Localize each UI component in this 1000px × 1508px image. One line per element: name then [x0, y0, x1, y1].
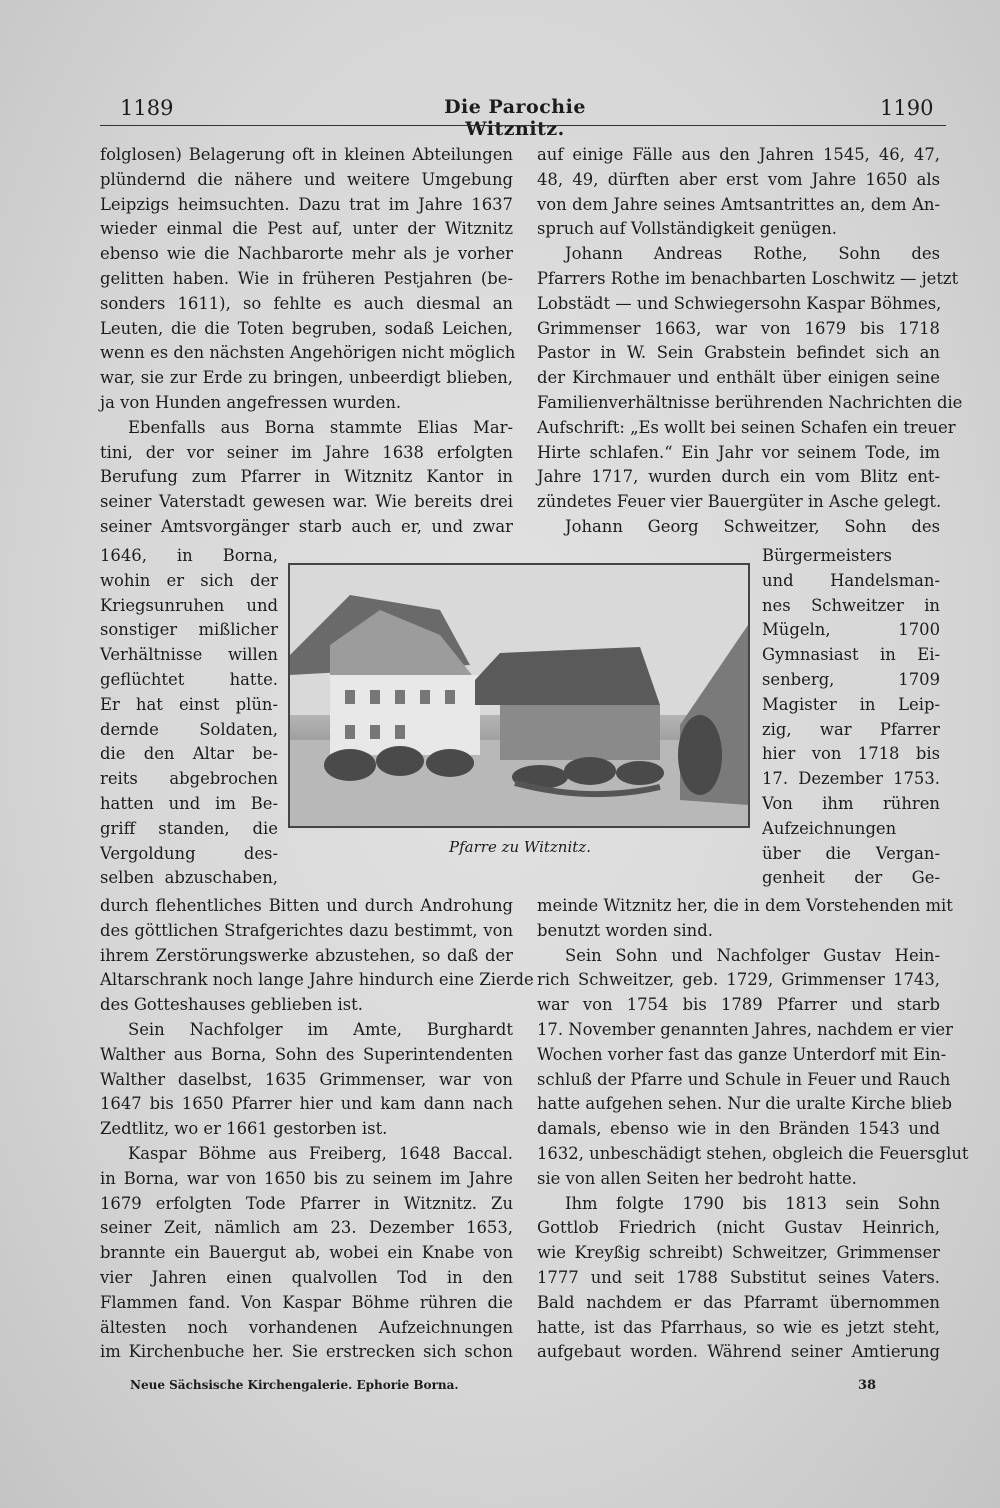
text-line: Pfarrers Rothe im benachbarten Loschwitz — jetzt [537, 268, 959, 288]
text-line: Bald nachdem er das Pfarramt übernommen [537, 1292, 940, 1312]
footer-signature: 38 [858, 1378, 877, 1393]
text-line: benutzt worden sind. [537, 920, 713, 940]
text-line: geflüchtet hatte. [100, 669, 278, 689]
text-line: nes Schweitzer in [762, 595, 940, 615]
text-line: Johann Georg Schweitzer, Sohn des [565, 516, 940, 536]
text-line: wohin er sich der [100, 570, 278, 590]
text-line: der Kirchmauer und enthält über einigen seine [537, 368, 940, 388]
text-line: 1679 erfolgten Tode Pfarrer in Witznitz. Zu [100, 1193, 513, 1213]
text-line: Aufschrift: „Es wollt bei seinen Schafen ein treuer [537, 417, 956, 437]
text-line: sie von allen Seiten her bedroht hatte. [537, 1168, 857, 1188]
text-line: 1646, in Borna, [100, 546, 278, 565]
text-line: Sein Sohn und Nachfolger Gustav Hein- [565, 945, 940, 965]
text-line: die den Altar be- [100, 744, 278, 764]
text-line: Wochen vorher fast das ganze Unterdorf mit Ein- [537, 1044, 947, 1064]
header-rule [100, 125, 946, 126]
text-line: genheit der Ge- [762, 868, 940, 888]
text-line: Walther daselbst, 1635 Grimmenser, war von [100, 1069, 513, 1089]
text-line: aufgebaut worden. Während seiner Amtierung [537, 1342, 940, 1362]
left-column-narrow [100, 544, 278, 891]
figure-caption: Pfarre zu Witznitz. [449, 838, 591, 856]
text-line: Zedtlitz, wo er 1661 gestorben ist. [100, 1119, 388, 1139]
text-line: Gottlob Friedrich (nicht Gustav Heinrich, [537, 1218, 940, 1238]
text-line: senberg, 1709 [762, 669, 940, 689]
text-line: seiner Vaterstadt gewesen war. Wie bereits drei [100, 492, 513, 512]
text-line: ja von Hunden angefressen wurden. [100, 392, 402, 412]
text-line: über die Vergan- [762, 843, 940, 863]
text-line: meinde Witznitz her, die in dem Vorstehenden mit [537, 896, 953, 915]
text-line: Jahre 1717, wurden durch ein vom Blitz ent- [537, 467, 940, 487]
text-line: Leipzigs heimsuchten. Dazu trat im Jahre 1637 [100, 194, 513, 214]
photo-parsonage [288, 563, 750, 828]
footer-series: Neue Sächsische Kirchengalerie. Ephorie Borna. [130, 1378, 459, 1392]
text-line: seiner Amtsvorgänger starb auch er, und zwar [100, 516, 513, 536]
text-line: Ebenfalls aus Borna stammte Elias Mar- [128, 417, 513, 437]
text-line: Von ihm rühren [762, 793, 940, 813]
left-column-top [100, 143, 516, 540]
right-column-narrow [762, 544, 940, 891]
text-line: Hirte schlafen.“ Ein Jahr vor seinem Tode, im [537, 442, 940, 462]
text-line: zig, war Pfarrer [762, 719, 940, 739]
text-line: Pastor in W. Sein Grabstein befindet sich an [537, 343, 940, 363]
text-line: war von 1754 bis 1789 Pfarrer und starb [537, 995, 940, 1015]
text-line: dernde Soldaten, [100, 719, 278, 739]
text-line: gelitten haben. Wie in früheren Pestjahren (be- [100, 268, 513, 288]
text-line: 48, 49, dürften aber erst vom Jahre 1650 als [537, 169, 940, 189]
text-line: Familienverhältnisse berührenden Nachrichten die [537, 392, 963, 412]
text-line: Gymnasiast in Ei- [762, 645, 940, 665]
text-line: auf einige Fälle aus den Jahren 1545, 46, 47, [537, 145, 940, 164]
text-line: war, sie zur Erde zu bringen, unbeerdigt blieben, [100, 368, 513, 388]
text-line: Altarschrank noch lange Jahre hindurch eine Zierde [100, 970, 534, 990]
text-line: ältesten noch vorhandenen Aufzeichnungen [100, 1317, 513, 1337]
text-line: sonders 1611), so fehlte es auch diesmal an [100, 293, 513, 313]
text-line: Kriegsunruhen und [100, 595, 278, 615]
left-column-bottom [100, 894, 534, 1365]
text-line: wenn es den nächsten Angehörigen nicht möglich [100, 343, 516, 363]
text-line: hatte, ist das Pfarrhaus, so wie es jetzt steht, [537, 1317, 940, 1337]
page-number-left: 1189 [120, 96, 174, 120]
text-line: durch flehentliches Bitten und durch Androhung [100, 896, 513, 915]
text-line: 17. November genannten Jahres, nachdem er vier [537, 1019, 953, 1039]
text-line: Bürgermeisters [762, 546, 892, 565]
text-line: seiner Zeit, nämlich am 23. Dezember 1653, [100, 1218, 513, 1238]
text-line: Mügeln, 1700 [762, 620, 940, 640]
text-line: plündernd die nähere und weitere Umgebung [100, 169, 513, 189]
text-line: wie Kreyßig schreibt) Schweitzer, Grimmenser [537, 1243, 940, 1263]
text-line: von dem Jahre seines Amtsantrittes an, dem An- [537, 194, 940, 214]
text-line: sonstiger mißlicher [100, 620, 278, 640]
running-title: Die Parochie Witznitz. [444, 96, 586, 140]
text-line: 1777 und seit 1788 Substitut seines Vaters. [537, 1267, 940, 1287]
text-line: hatte aufgehen sehen. Nur die uralte Kirche blieb [537, 1094, 952, 1114]
text-line: 1647 bis 1650 Pfarrer hier und kam dann nach [100, 1094, 513, 1114]
text-line: Johann Andreas Rothe, Sohn des [565, 244, 940, 264]
text-line: 1632, unbeschädigt stehen, obgleich die Feuersglut [537, 1143, 969, 1163]
text-line: Flammen fand. Von Kaspar Böhme rühren die [100, 1292, 513, 1312]
text-line: damals, ebenso wie in den Bränden 1543 und [537, 1119, 940, 1139]
text-line: Ihm folgte 1790 bis 1813 sein Sohn [565, 1193, 940, 1213]
text-line: wieder einmal die Pest auf, unter der Witznitz [100, 219, 513, 239]
photo-illustration [290, 565, 748, 826]
text-line: spruch auf Vollständigkeit genügen. [537, 219, 838, 239]
text-line: Er hat einst plün- [100, 694, 278, 714]
text-line: Verhältnisse willen [100, 645, 278, 665]
text-line: des Gotteshauses geblieben ist. [100, 995, 363, 1015]
text-line: rich Schweitzer, geb. 1729, Grimmenser 1743, [537, 970, 940, 990]
text-line: Sein Nachfolger im Amte, Burghardt [128, 1019, 513, 1039]
text-line: Lobstädt — und Schwiegersohn Kaspar Böhmes, [537, 293, 942, 313]
text-line: hatten und im Be- [100, 793, 278, 813]
text-line: des göttlichen Strafgerichtes dazu bestimmt, von [100, 920, 513, 940]
text-line: schluß der Pfarre und Schule in Feuer und Rauch [537, 1069, 951, 1089]
text-line: im Kirchenbuche her. Sie erstrecken sich schon [100, 1342, 513, 1362]
text-line: folglosen) Belagerung oft in kleinen Abteilungen [100, 145, 513, 164]
right-column-top [537, 143, 963, 540]
text-line: Walther aus Borna, Sohn des Superintendenten [100, 1044, 513, 1064]
text-line: in Borna, war von 1650 bis zu seinem im Jahre [100, 1168, 513, 1188]
text-line: selben abzuschaben, [100, 868, 278, 888]
text-line: und Handelsman- [762, 570, 940, 590]
text-line: zündetes Feuer vier Bauergüter in Asche gelegt. [537, 492, 942, 512]
text-line: griff standen, die [100, 818, 278, 838]
text-line: Aufzeichnungen [762, 818, 897, 838]
text-line: Vergoldung des- [100, 843, 278, 863]
text-line: Kaspar Böhme aus Freiberg, 1648 Baccal. [128, 1143, 513, 1163]
text-line: Magister in Leip- [762, 694, 940, 714]
text-line: brannte ein Bauergut ab, wobei ein Knabe von [100, 1243, 513, 1263]
text-line: ihrem Zerstörungswerke abzustehen, so daß der [100, 945, 513, 965]
page-number-right: 1190 [880, 96, 934, 120]
text-line: vier Jahren einen qualvollen Tod in den [100, 1267, 513, 1287]
right-column-bottom [537, 894, 969, 1365]
text-line: ebenso wie die Nachbarorte mehr als je vorher [100, 244, 513, 264]
text-line: Leuten, die die Toten begruben, sodaß Leichen, [100, 318, 513, 338]
text-line: hier von 1718 bis [762, 744, 940, 764]
text-line: Grimmenser 1663, war von 1679 bis 1718 [537, 318, 940, 338]
text-line: tini, der vor seiner im Jahre 1638 erfolgten [100, 442, 513, 462]
text-line: 17. Dezember 1753. [762, 769, 940, 789]
text-line: reits abgebrochen [100, 769, 278, 789]
text-line: Berufung zum Pfarrer in Witznitz Kantor in [100, 467, 513, 487]
